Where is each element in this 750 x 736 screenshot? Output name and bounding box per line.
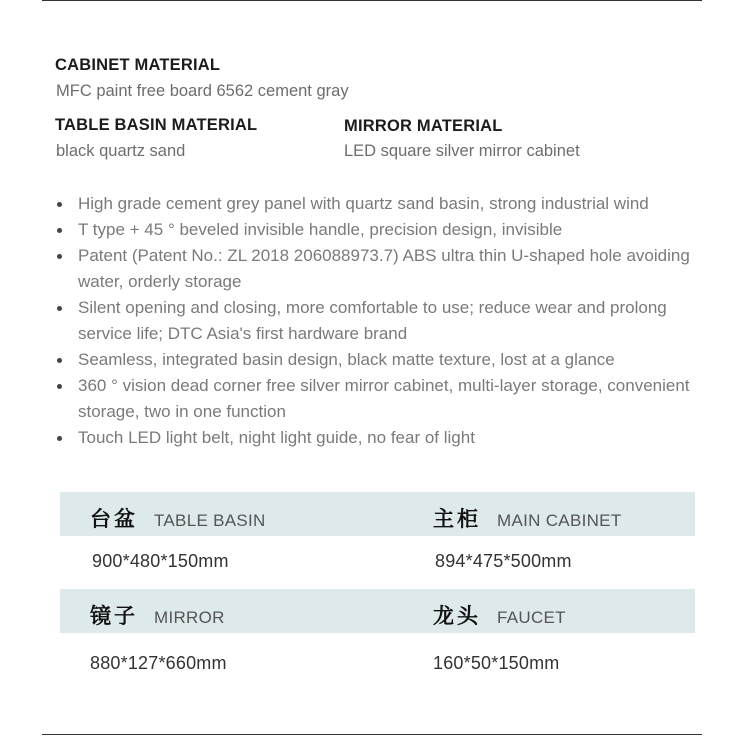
- feature-item: Silent opening and closing, more comfortable to use; reduce wear and prolong service life; DTC Asia's first hardware brand: [54, 295, 714, 347]
- spec-main-cabinet-cn: 主柜: [433, 507, 481, 531]
- spec-table-basin-cn: 台盆: [90, 507, 138, 531]
- spec-main-cabinet-en: MAIN CABINET: [497, 511, 622, 530]
- feature-item: 360 ° vision dead corner free silver mirror cabinet, multi-layer storage, convenient storage, two in one function: [54, 373, 714, 425]
- feature-item: High grade cement grey panel with quartz sand basin, strong industrial wind: [54, 191, 714, 217]
- feature-item: T type + 45 ° beveled invisible handle, precision design, invisible: [54, 217, 714, 243]
- mirror-material-title: MIRROR MATERIAL: [344, 117, 503, 135]
- spec-faucet-header: [433, 600, 566, 630]
- spec-faucet-en: FAUCET: [497, 608, 566, 627]
- feature-item: Touch LED light belt, night light guide, no fear of light: [54, 425, 714, 451]
- spec-faucet-value: 160*50*150mm: [433, 653, 560, 673]
- spec-table-basin-header: [90, 503, 266, 533]
- spec-mirror-value: 880*127*660mm: [90, 653, 227, 673]
- spec-faucet-cn: 龙头: [433, 604, 481, 628]
- mirror-material-value: LED square silver mirror cabinet: [344, 142, 580, 160]
- feature-item: Patent (Patent No.: ZL 2018 206088973.7) ABS ultra thin U-shaped hole avoiding water, orderly storage: [54, 243, 714, 295]
- spec-mirror-header: [90, 600, 225, 630]
- spec-main-cabinet-header: [433, 503, 622, 533]
- feature-item: Seamless, integrated basin design, black matte texture, lost at a glance: [54, 347, 714, 373]
- spec-mirror-en: MIRROR: [154, 608, 225, 627]
- table-basin-material-title: TABLE BASIN MATERIAL: [55, 116, 258, 134]
- top-divider: [42, 0, 702, 1]
- spec-table-basin-value: 900*480*150mm: [92, 551, 229, 571]
- bottom-divider: [42, 734, 702, 735]
- spec-mirror-cn: 镜子: [90, 604, 138, 628]
- cabinet-material-value: MFC paint free board 6562 cement gray: [56, 82, 349, 100]
- cabinet-material-title: CABINET MATERIAL: [55, 56, 221, 74]
- spec-table-basin-en: TABLE BASIN: [154, 511, 266, 530]
- table-basin-material-value: black quartz sand: [56, 142, 186, 160]
- feature-list: [54, 191, 714, 451]
- spec-main-cabinet-value: 894*475*500mm: [435, 551, 572, 571]
